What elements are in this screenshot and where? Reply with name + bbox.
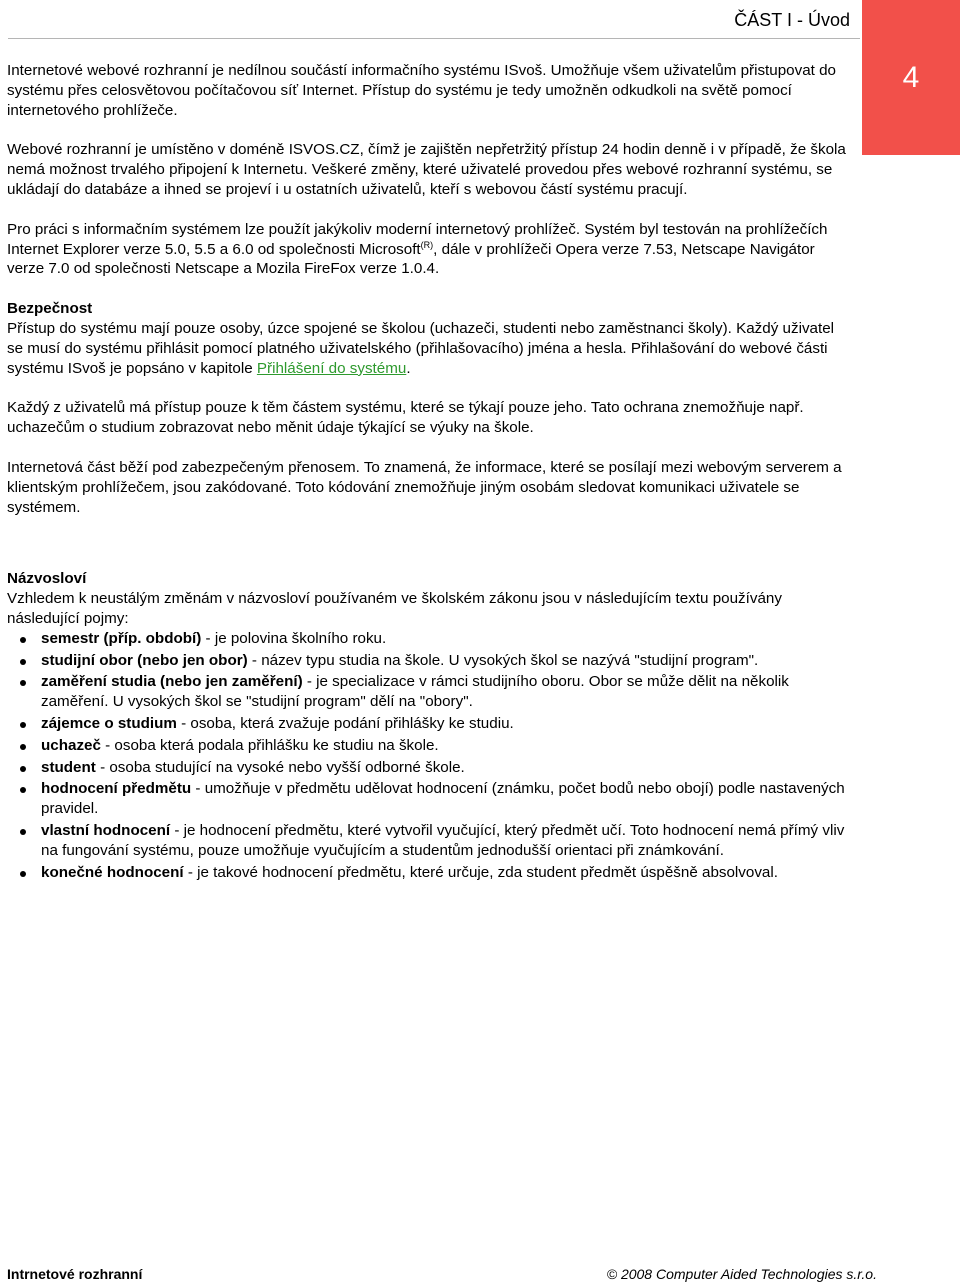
term-label: vlastní hodnocení [41,821,171,839]
term-label: uchazeč [41,736,101,754]
footer-copyright: © 2008 Computer Aided Technologies s.r.o. [606,1266,877,1282]
term-description: - je takové hodnocení předmětu, které určuje, zda student předmět úspěšně absolvoval. [183,863,778,881]
term-description: - je hodnocení předmětu, které vytvořil vyučující, který předmět učí. Toto hodnocení nemá přímý vliv na fungování systému, pouze umožňuje vyučujícím a studentům jednodušší orientaci při známkování. [41,821,845,859]
terminology-list [7,629,852,883]
term-description: - umožňuje v předmětu udělovat hodnocení (známku, počet bodů nebo obojí) podle nastavených pravidel. [41,780,845,818]
list-item [7,714,852,734]
security-paragraph-2: Každý z uživatelů má přístup pouze k těm částem systému, které se týkají pouze jeho. Tato ochrana znemožňuje např. uchazečům o studium zobrazovat nebo měnit údaje týkající se výuky na škole. [7,399,804,437]
footer-product-name: Intrnetové rozhranní [7,1266,143,1282]
term-label: semestr (příp. období) [41,629,202,647]
security-paragraph-3: Internetová část běží pod zabezpečeným přenosem. To znamená, že informace, které se posílají mezi webovým serverem a klientským prohlížečem, jsou zakódované. Toto kódování znemožňuje jiným osobám sledovat komunikaci uživatele se systémem. [7,458,842,516]
term-description: - je polovina školního roku. [201,629,387,647]
term-description: - osoba, která zvažuje podání přihlášky ke studiu. [176,714,514,732]
intro-p3-text-b: , dále v prohlížeči Opera verze 7.53, Netscape Navigátor verze 7.0 od společnosti Netscape a Mozila FireFox verze 1.0.4. [7,240,815,278]
term-label: konečné hodnocení [41,863,184,881]
list-item [7,758,852,778]
list-item [7,651,852,671]
terminology-heading: Názvosloví [7,570,87,588]
list-item [7,629,852,649]
login-chapter-link[interactable]: Přihlášení do systému [256,359,407,377]
page-number: 4 [902,60,920,94]
list-item [7,821,852,861]
terminology-intro: Vzhledem k neustálým změnám v názvosloví používaném ve školském zákonu jsou v následujícím textu používány následující pojmy: [7,590,782,627]
section-spacer [7,537,852,569]
term-description: - název typu studia na škole. U vysokých škol se nazývá "studijní program". [247,651,759,669]
term-label: zaměření studia (nebo jen zaměření) [41,673,303,691]
term-description: - osoba která podala přihlášku ke studiu na škole. [100,736,439,754]
list-item [7,736,852,756]
security-paragraph-1 [7,319,852,378]
security-heading: Bezpečnost [7,300,93,318]
term-label: studijní obor (nebo jen obor) [41,651,248,669]
header-divider [8,38,860,39]
list-item [7,779,852,819]
term-label: zájemce o studium [41,714,177,732]
chapter-title: ČÁST I - Úvod [734,10,850,30]
term-label: student [41,758,96,776]
intro-paragraph-1: Internetové webové rozhranní je nedílnou součástí informačního systému ISvoš. Umožňuje všem uživatelům přistupovat do systému přes celosvětovou počítačovou síť Internet. Přístup do systému je tedy umožněn odkudkoli na světě pomocí internetového prohlížeče. [7,62,836,119]
document-body [7,61,852,884]
intro-p3-text-a: Pro práci s informačním systémem lze použít jakýkoliv moderní internetový prohlížeč. Systém byl testován na prohlížečích Internet Explorer verze 5.0, 5.5 a 6.0 od společnosti Microsoft [7,220,828,258]
intro-paragraph-3 [7,220,852,279]
term-description: - osoba studující na vysoké nebo vyšší odborné škole. [95,758,465,776]
intro-paragraph-2: Webové rozhranní je umístěno v doméně ISVOS.CZ, čímž je zajištěn nepřetržitý přístup 24 hodin denně i v případě, že škola nemá možnost trvalého připojení k Internetu. Veškeré změny, které uživatelé provedou přes webové rozhranní systému, se ukládají do databáze a ihned se projeví i u ostatních uživatelů, kteří s webovou částí systému pracují. [7,141,846,198]
term-label: hodnocení předmětu [41,780,192,798]
page-number-tab [862,0,960,155]
security-p1-end: . [406,359,411,377]
list-item [7,672,852,712]
term-description: - je specializace v rámci studijního oboru. Obor se může dělit na několik zaměření. U vysokých škol se "studijní program" dělí na "obory". [41,673,789,711]
list-item [7,863,852,883]
registered-mark: (R) [420,239,434,250]
security-p1-text: Přístup do systému mají pouze osoby, úzce spojené se školou (uchazeči, studenti nebo zaměstnanci školy). Každý uživatel se musí do systému přihlásit pomocí platného uživatelského (přihlašovacího) jména a hesla. Přihlašování do webové části systému ISvoš je popsáno v kapitole [7,319,835,377]
